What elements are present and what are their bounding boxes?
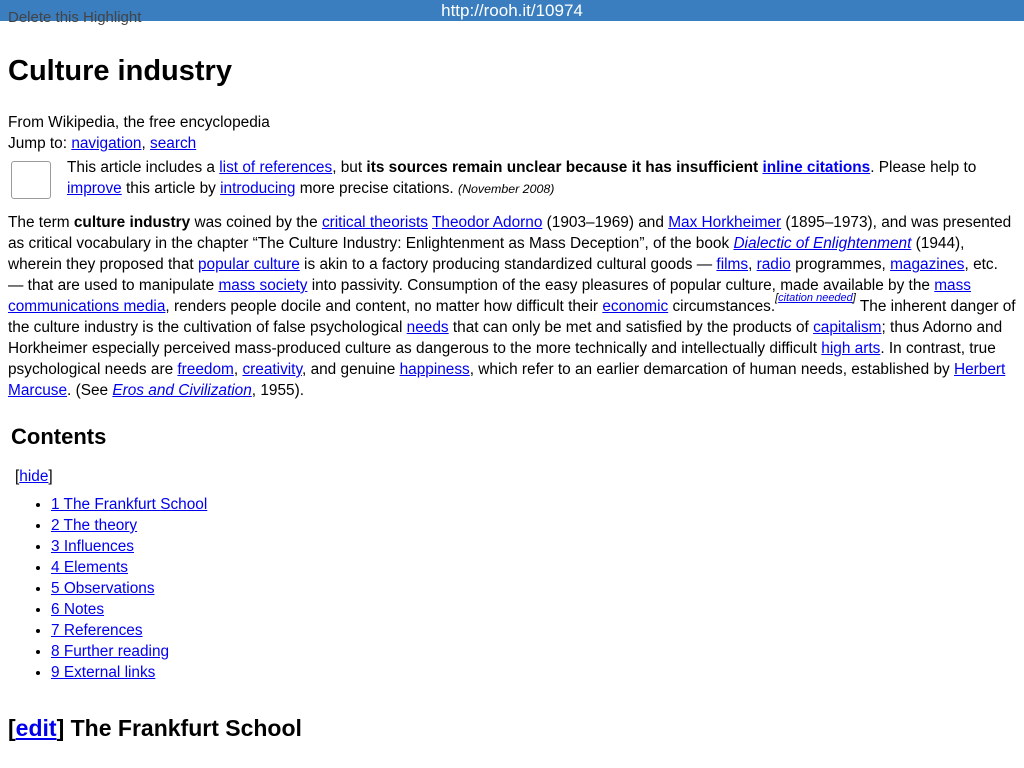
lead-text: The term — [8, 214, 74, 231]
theodor-adorno-link[interactable]: Theodor Adorno — [432, 214, 543, 231]
lead-text: ; thus Adorno and Horkheimer especially perceived mass-produced culture as dangerous to the more technically and intellectually difficult — [8, 319, 1003, 357]
toc-link-further-reading[interactable]: 8 Further reading — [51, 643, 170, 660]
lead-text: (1895–1973), and was presented as critical vocabulary in the chapter “The Culture Industry: Enlightenment as Mass Deception”, of the book — [8, 214, 1012, 252]
cn-open-bracket: [ — [775, 291, 779, 304]
lead-text: , and genuine — [302, 361, 400, 378]
toc-item — [51, 494, 1016, 515]
lead-text: programmes, — [790, 256, 891, 273]
toc-item — [51, 536, 1016, 557]
lead-text: The inherent danger of the culture industry is the cultivation of false psychological — [8, 298, 1016, 336]
lead-text: is akin to a factory producing standardized cultural goods — — [299, 256, 717, 273]
page-title: Culture industry — [8, 55, 232, 87]
notice-icon — [11, 161, 51, 199]
films-link[interactable]: films — [716, 256, 749, 273]
lead-text: (1944), wherein they proposed that — [8, 235, 965, 273]
toc-link-references[interactable]: 7 References — [51, 622, 143, 639]
toc-item — [51, 599, 1016, 620]
notice-text — [67, 157, 1016, 200]
magazines-link[interactable]: magazines — [890, 256, 965, 273]
lead-text: . In contrast, true psychological needs are — [8, 340, 996, 378]
lead-text: circumstances. — [668, 298, 776, 315]
citation-notice-box — [8, 157, 1016, 200]
section-edit-link[interactable]: edit — [15, 715, 57, 741]
lead-text: , etc. — that are used to manipulate — [8, 256, 998, 294]
list-of-references-link[interactable]: list of references — [219, 159, 333, 176]
toc-link-influences[interactable]: 3 Influences — [51, 538, 134, 555]
lead-text: , — [748, 256, 757, 273]
toc-item — [51, 557, 1016, 578]
section-heading-frankfurt-school — [8, 712, 1016, 744]
lead-text: was coined by the — [190, 214, 322, 231]
toc-item — [51, 662, 1016, 683]
jump-navigation-link[interactable]: navigation — [71, 135, 142, 152]
toc-link-external-links[interactable]: 9 External links — [51, 664, 156, 681]
short-url[interactable]: http://rooh.it/10974 — [441, 1, 583, 20]
section-open-bracket: [ — [8, 715, 16, 741]
mass-society-link[interactable]: mass society — [218, 277, 308, 294]
lead-text: , — [233, 361, 243, 378]
site-subtitle: From Wikipedia, the free encyclopedia — [8, 114, 270, 131]
capitalism-link[interactable]: capitalism — [813, 319, 882, 336]
inline-citations-link[interactable]: inline citations — [762, 159, 871, 176]
toc-list — [8, 494, 1016, 683]
popular-culture-link[interactable]: popular culture — [197, 256, 300, 273]
toc-hide-link[interactable]: hide — [19, 468, 49, 485]
high-arts-link[interactable]: high arts — [821, 340, 881, 357]
improve-link[interactable]: improve — [67, 180, 122, 197]
lead-paragraph — [8, 212, 1016, 401]
toc-link-notes[interactable]: 6 Notes — [51, 601, 105, 618]
notice-text-fragment: . Please help to — [870, 159, 977, 176]
toc-link-the-theory[interactable]: 2 The theory — [51, 517, 138, 534]
notice-bold-text: its sources remain unclear because it has insufficient — [366, 159, 763, 176]
toc-toggle — [15, 466, 1016, 487]
herbert-marcuse-link[interactable]: Herbert Marcuse — [8, 361, 1006, 399]
jump-to-bar — [8, 133, 1016, 154]
needs-link[interactable]: needs — [406, 319, 449, 336]
mass-communications-media-link[interactable]: mass communications media — [8, 277, 972, 315]
lead-text: , renders people docile and content, no matter how difficult their — [165, 298, 603, 315]
citation-needed-tag — [775, 292, 856, 304]
lead-text: . (See — [67, 382, 113, 399]
toc-title: Contents — [11, 424, 107, 449]
section-close-bracket: ] — [56, 715, 65, 741]
table-of-contents — [8, 421, 1016, 683]
toc-item — [51, 641, 1016, 662]
happiness-link[interactable]: happiness — [399, 361, 470, 378]
critical-theorists-link[interactable]: critical theorists — [321, 214, 428, 231]
lead-text: , 1955). — [251, 382, 304, 399]
notice-text-fragment: more precise citations. — [295, 180, 458, 197]
eros-and-civilization-link[interactable]: Eros and Civilization — [112, 382, 252, 399]
notice-text-fragment: this article by — [121, 180, 221, 197]
cn-close-bracket: ] — [852, 291, 856, 304]
freedom-link[interactable]: freedom — [177, 361, 234, 378]
lead-text: into passivity. Consumption of the easy pleasures of popular culture, made available by the — [307, 277, 935, 294]
dialectic-of-enlightenment-link[interactable]: Dialectic of Enlightenment — [733, 235, 912, 252]
notice-text-fragment: , but — [332, 159, 367, 176]
toc-open-bracket: [ — [15, 468, 20, 485]
toc-close-bracket: ] — [48, 468, 53, 485]
economic-link[interactable]: economic — [602, 298, 669, 315]
lead-text: (1903–1969) and — [542, 214, 669, 231]
max-horkheimer-link[interactable]: Max Horkheimer — [668, 214, 782, 231]
toc-item — [51, 515, 1016, 536]
lead-text: , which refer to an earlier demarcation of human needs, established by — [469, 361, 954, 378]
section-title: The Frankfurt School — [64, 715, 302, 741]
toc-item — [51, 578, 1016, 599]
notice-date: (November 2008) — [457, 182, 555, 196]
citation-needed-link[interactable]: citation needed — [778, 291, 853, 304]
lead-bold-term: culture industry — [73, 214, 191, 231]
delete-highlight-link[interactable]: Delete this Highlight — [8, 9, 142, 26]
jump-separator: , — [141, 135, 151, 152]
toc-link-frankfurt-school[interactable]: 1 The Frankfurt School — [51, 496, 208, 513]
toc-link-observations[interactable]: 5 Observations — [51, 580, 155, 597]
notice-text-fragment: This article includes a — [67, 159, 220, 176]
toc-link-elements[interactable]: 4 Elements — [51, 559, 128, 576]
jump-prefix: Jump to: — [8, 135, 72, 152]
jump-search-link[interactable]: search — [150, 135, 197, 152]
radio-link[interactable]: radio — [756, 256, 791, 273]
lead-text: that can only be met and satisfied by the products of — [448, 319, 814, 336]
toc-item — [51, 620, 1016, 641]
article-content — [8, 49, 1016, 744]
url-banner[interactable] — [0, 0, 1024, 21]
introducing-link[interactable]: introducing — [220, 180, 296, 197]
creativity-link[interactable]: creativity — [242, 361, 303, 378]
